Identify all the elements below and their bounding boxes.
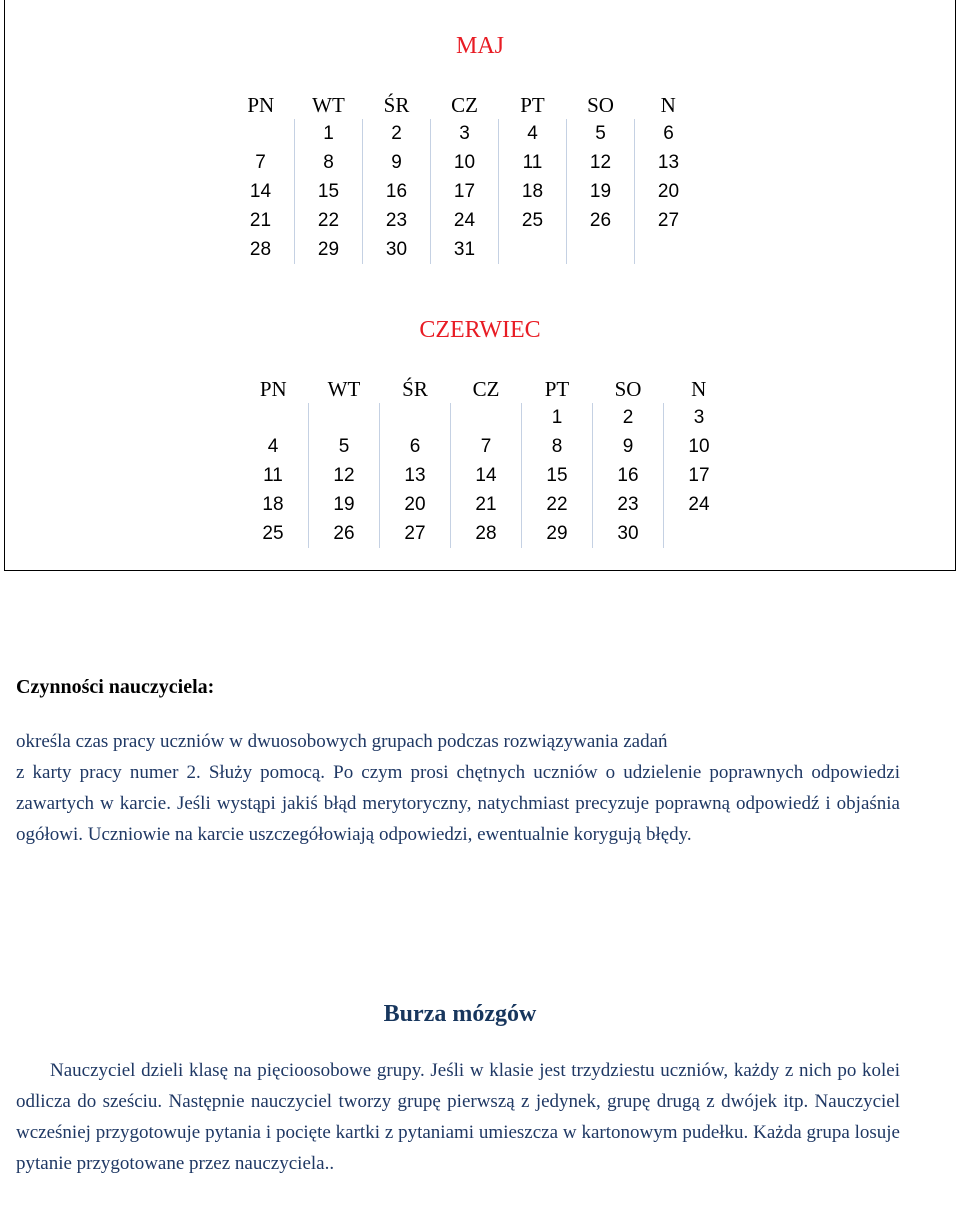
month-title-june: CZERWIEC	[419, 317, 541, 343]
day-header: N	[691, 376, 707, 401]
calendar-day-cell: 10	[664, 432, 735, 461]
day-header: CZ	[472, 376, 500, 401]
calendar-may	[227, 91, 702, 264]
calendar-day-cell: 15	[295, 177, 363, 206]
calendar-week-row	[238, 519, 734, 548]
calendar-day-cell: 30	[593, 519, 664, 548]
calendar-day-cell: 30	[363, 235, 431, 264]
calendar-day-cell: 24	[664, 490, 735, 519]
calendar-day-cell: 29	[295, 235, 363, 264]
calendar-day-cell: 19	[309, 490, 380, 519]
month-title-may: MAJ	[455, 33, 504, 59]
calendar-day-cell: 6	[635, 119, 703, 148]
calendar-day-cell: 21	[249, 209, 272, 231]
calendar-day-cell	[380, 403, 451, 432]
day-header: CZ	[451, 92, 478, 117]
calendar-day-cell: 2	[363, 119, 431, 148]
calendar-day-cell: 9	[593, 432, 664, 461]
day-header: ŚR	[383, 92, 410, 117]
calendar-day-cell: 19	[567, 177, 635, 206]
calendar-day-cell	[227, 119, 295, 148]
day-header: PN	[247, 92, 275, 117]
calendar-day-cell: 27	[635, 206, 703, 235]
calendar-day-cell	[664, 519, 735, 548]
calendar-day-cell: 1	[295, 119, 363, 148]
calendar-day-cell: 20	[635, 177, 703, 206]
calendar-day-cell: 12	[309, 461, 380, 490]
calendar-day-cell: 23	[593, 490, 664, 519]
brainstorm-paragraph: Nauczyciel dzieli klasę na pięcioosobowe grupy. Jeśli w klasie jest trzydziestu uczniów, każdy z nich po kolei odlicza do sześciu. Następnie nauczyciel tworzy grupę pierwszą z jedynek, grupę drugą z dwójek itp. Nauczyciel wcześniej przygotowuje pytania i pocięte kartki z pytaniami umieszcza w kartonowym pudełku. Każda grupa losuje pytanie przygotowane przez nauczyciela..	[16, 1060, 900, 1174]
calendar-day-cell: 8	[295, 148, 363, 177]
calendar-day-cell: 11	[499, 148, 567, 177]
calendar-day-cell	[635, 235, 703, 264]
calendar-day-cell: 25	[262, 522, 284, 544]
calendar-day-cell: 23	[363, 206, 431, 235]
calendar-day-cell: 10	[431, 148, 499, 177]
calendar-day-cell: 29	[522, 519, 593, 548]
calendar-day-cell: 27	[380, 519, 451, 548]
calendar-day-cell: 13	[380, 461, 451, 490]
day-header: PN	[259, 376, 287, 401]
calendar-day-cell: 21	[451, 490, 522, 519]
teacher-activities-heading: Czynności nauczyciela:	[16, 676, 215, 698]
calendar-day-cell: 7	[451, 432, 522, 461]
day-header: PT	[544, 376, 570, 401]
calendar-week-row	[238, 432, 734, 461]
calendar-day-cell: 5	[309, 432, 380, 461]
teacher-activities-first-line: określa czas pracy uczniów w dwuosobowych grupach podczas rozwiązywania zadań	[16, 731, 668, 752]
calendar-day-cell: 22	[522, 490, 593, 519]
calendar-day-cell: 4	[267, 435, 279, 457]
calendar-day-cell: 20	[380, 490, 451, 519]
calendar-day-cell: 7	[255, 151, 266, 173]
day-header: SO	[614, 376, 642, 401]
calendar-day-cell	[238, 403, 309, 432]
calendar-day-cell: 5	[567, 119, 635, 148]
calendar-day-cell: 31	[431, 235, 499, 264]
calendar-day-cell: 12	[567, 148, 635, 177]
brainstorm-title: Burza mózgów	[383, 1001, 537, 1027]
calendar-day-cell: 1	[522, 403, 593, 432]
day-header: PT	[520, 92, 545, 117]
calendar-header-row	[238, 375, 734, 403]
calendar-day-cell: 17	[664, 461, 735, 490]
calendar-week-row	[238, 461, 734, 490]
calendar-day-cell: 16	[593, 461, 664, 490]
calendar-day-cell	[567, 235, 635, 264]
calendar-day-cell: 4	[499, 119, 567, 148]
calendar-day-cell: 18	[262, 493, 284, 515]
calendar-day-cell: 28	[249, 238, 272, 260]
calendar-week-row	[227, 119, 702, 148]
calendar-day-cell: 28	[451, 519, 522, 548]
calendar-day-cell: 8	[522, 432, 593, 461]
calendar-day-cell: 26	[567, 206, 635, 235]
calendar-day-cell	[451, 403, 522, 432]
calendar-day-cell: 18	[499, 177, 567, 206]
calendar-day-cell: 15	[522, 461, 593, 490]
calendar-day-cell: 3	[664, 403, 735, 432]
calendar-day-cell: 14	[451, 461, 522, 490]
calendar-day-cell: 2	[593, 403, 664, 432]
calendar-header-row	[227, 91, 702, 119]
calendar-day-cell: 11	[263, 464, 283, 486]
calendar-box	[4, 0, 956, 571]
calendar-day-cell: 3	[431, 119, 499, 148]
calendar-day-cell: 25	[499, 206, 567, 235]
calendar-day-cell: 6	[380, 432, 451, 461]
calendar-day-cell: 24	[431, 206, 499, 235]
calendar-day-cell: 14	[249, 180, 272, 202]
calendar-week-row	[238, 403, 734, 432]
calendar-day-cell: 26	[309, 519, 380, 548]
calendar-week-row	[227, 177, 702, 206]
calendar-week-row	[238, 490, 734, 519]
day-header: WT	[312, 92, 345, 117]
calendar-day-cell	[309, 403, 380, 432]
calendar-day-cell: 22	[295, 206, 363, 235]
calendar-june	[238, 375, 734, 548]
day-header: ŚR	[402, 376, 428, 401]
calendar-day-cell: 16	[363, 177, 431, 206]
day-header: N	[660, 92, 676, 117]
calendar-week-row	[227, 148, 702, 177]
teacher-activities-text: z karty pracy numer 2. Służy pomocą. Po czym prosi chętnych uczniów o udzielenie poprawnych odpowiedzi zawartych w karcie. Jeśli wystąpi jakiś błąd merytoryczny, natychmiast precyzuje poprawną odpowiedź i objaśnia ogółowi. Uczniowie na karcie uszczegółowiają odpowiedzi, ewentualnie korygują błędy.	[16, 762, 900, 845]
calendar-week-row	[227, 235, 702, 264]
calendar-week-row	[227, 206, 702, 235]
day-header: WT	[327, 376, 361, 401]
day-header: SO	[587, 92, 614, 117]
calendar-day-cell: 13	[635, 148, 703, 177]
calendar-day-cell	[499, 235, 567, 264]
calendar-day-cell: 17	[431, 177, 499, 206]
calendar-day-cell: 9	[363, 148, 431, 177]
teacher-activities-paragraph	[16, 726, 900, 850]
